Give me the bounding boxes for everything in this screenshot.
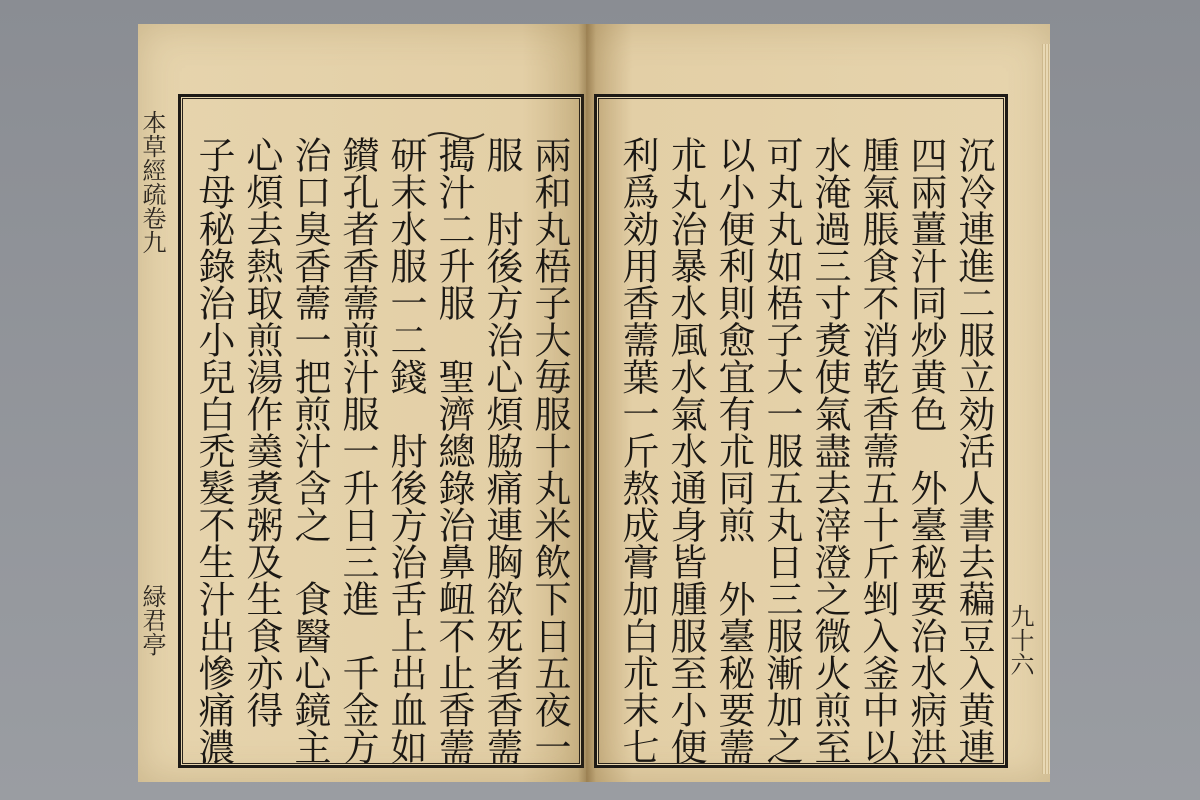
text-column: 腫氣脹食不消乾香薷五十斤剉入釜中以 [856, 136, 899, 765]
text-column: 四兩薑汁同炒黄色 外臺秘要治水病洪 [904, 136, 947, 765]
text-column: 鑚孔者香薷煎汁服一升日三進 千金方 [336, 136, 379, 765]
text-column: 朮丸治暴水風水氣水通身皆腫服至小便 [664, 136, 707, 765]
text-column: 可丸丸如梧子大一服五丸日三服漸加之 [760, 136, 803, 765]
left-page [138, 24, 590, 782]
right-page-frame [594, 94, 1008, 768]
book-title-margin: 本草經疏卷九 [138, 110, 166, 254]
publisher-margin: 緑君亭 [138, 584, 166, 656]
text-column: 沉冷連進二服立効活人書去藊豆入黄連 [952, 136, 995, 765]
text-column: 搗汁二升服 聖濟總錄治鼻衄不止香薷 [432, 136, 475, 765]
open-book [138, 24, 1050, 782]
text-column: 兩和丸梧子大毎服十丸米飲下日五夜一 [528, 136, 571, 765]
ink-mark [426, 128, 486, 144]
text-column: 利爲効用香薷葉一斤熬成膏加白朮末七 [616, 136, 659, 765]
text-column: 心煩去熱取煎湯作羮煑粥及生食亦得 [240, 136, 283, 728]
page-edges [1042, 44, 1050, 774]
book-gutter [578, 24, 596, 782]
text-column: 治口臭香薷一把煎汁含之 食醫心鏡主 [288, 136, 331, 765]
text-column: 以小便利則愈宜有朮同煎 外臺秘要薷 [712, 136, 755, 765]
text-column: 水淹過三寸煑使氣盡去滓澄之微火煎至 [808, 136, 851, 765]
page-number: 九十六 [1006, 604, 1034, 676]
text-column: 服 肘後方治心煩脇痛連胸欲死者香薷 [480, 136, 523, 765]
text-column: 研末水服一二錢 肘後方治舌上出血如 [384, 136, 427, 765]
text-column: 子母秘錄治小兒白禿髮不生汁出慘痛濃 [192, 136, 235, 765]
